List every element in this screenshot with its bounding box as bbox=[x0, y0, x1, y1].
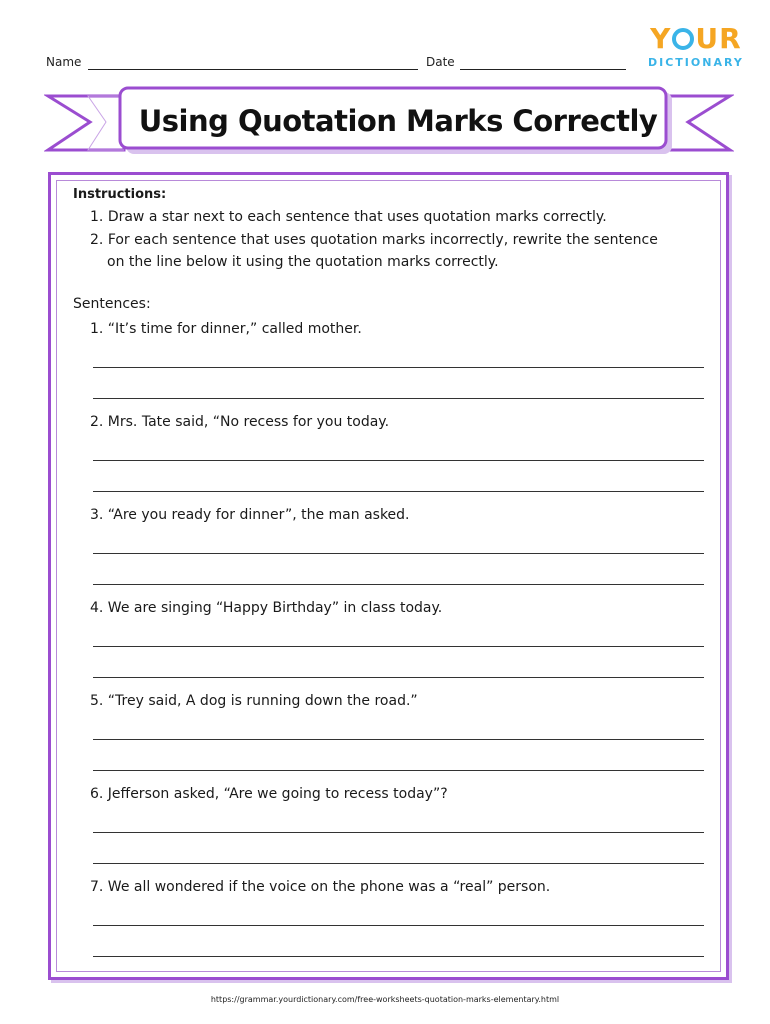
magnifier-icon bbox=[672, 28, 694, 50]
answer-line[interactable] bbox=[93, 925, 704, 926]
sentence-7: 7. We all wondered if the voice on the phone was a “real” person. bbox=[90, 879, 551, 895]
banner-left-tail bbox=[48, 96, 124, 150]
sentence-5: 5. “Trey said, A dog is running down the road.” bbox=[90, 693, 418, 709]
sentence-1: 1. “It’s time for dinner,” called mother. bbox=[90, 321, 362, 337]
date-label: Date bbox=[426, 55, 455, 69]
footer-url[interactable]: https://grammar.yourdictionary.com/free-worksheets-quotation-marks-elementary.html bbox=[210, 995, 560, 1004]
answer-line[interactable] bbox=[93, 367, 704, 368]
answer-line[interactable] bbox=[93, 553, 704, 554]
sentence-2: 2. Mrs. Tate said, “No recess for you today. bbox=[90, 414, 390, 430]
name-line[interactable] bbox=[88, 69, 418, 70]
instruction-item-1: 1. Draw a star next to each sentence that uses quotation marks correctly. bbox=[90, 209, 607, 225]
date-line[interactable] bbox=[460, 69, 626, 70]
page-title: Using Quotation Marks Correctly bbox=[138, 104, 658, 138]
instructions-heading: Instructions: bbox=[73, 187, 167, 202]
answer-line[interactable] bbox=[93, 584, 704, 585]
sentence-6: 6. Jefferson asked, “Are we going to recess today”? bbox=[90, 786, 448, 802]
name-label: Name bbox=[46, 55, 82, 69]
answer-line[interactable] bbox=[93, 460, 704, 461]
sentences-heading: Sentences: bbox=[73, 296, 151, 312]
answer-line[interactable] bbox=[93, 677, 704, 678]
worksheet-panel bbox=[48, 172, 729, 980]
yourdictionary-logo: Y UR DICTIONARY bbox=[648, 22, 744, 69]
answer-line[interactable] bbox=[93, 646, 704, 647]
answer-line[interactable] bbox=[93, 398, 704, 399]
instruction-item-2: 2. For each sentence that uses quotation marks incorrectly, rewrite the sentence bbox=[90, 232, 658, 248]
instruction-item-2-continued: on the line below it using the quotation marks correctly. bbox=[107, 254, 499, 270]
answer-line[interactable] bbox=[93, 491, 704, 492]
answer-line[interactable] bbox=[93, 832, 704, 833]
answer-line[interactable] bbox=[93, 956, 704, 957]
answer-line[interactable] bbox=[93, 739, 704, 740]
sentence-4: 4. We are singing “Happy Birthday” in class today. bbox=[90, 600, 443, 616]
answer-line[interactable] bbox=[93, 770, 704, 771]
sentence-3: 3. “Are you ready for dinner”, the man asked. bbox=[90, 507, 410, 523]
answer-line[interactable] bbox=[93, 863, 704, 864]
